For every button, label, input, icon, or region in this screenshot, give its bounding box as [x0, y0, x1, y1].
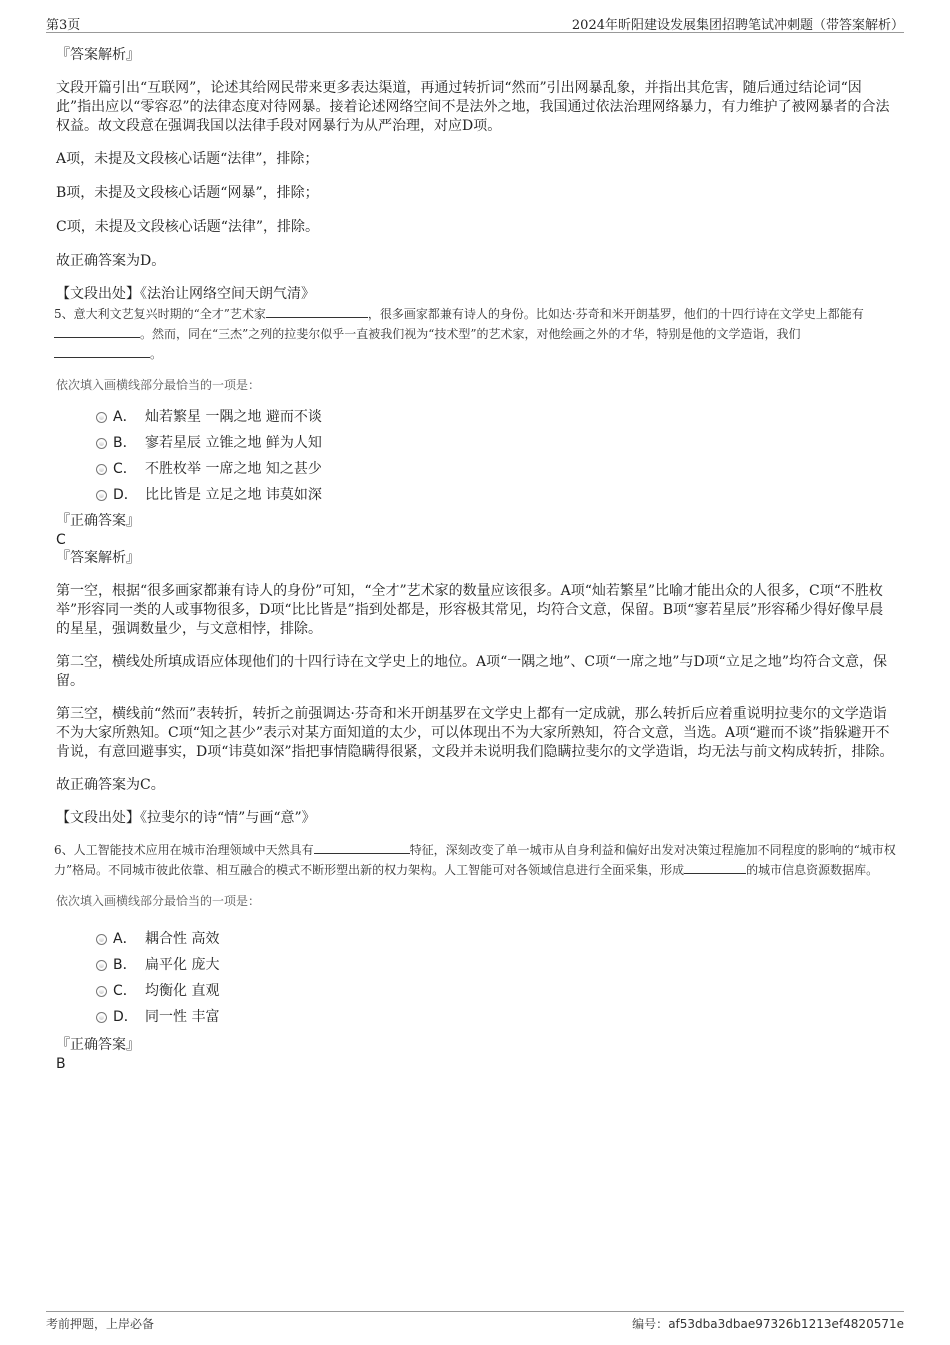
radio-icon[interactable] [96, 412, 107, 423]
q5-section [56, 304, 896, 828]
page-footer [46, 1311, 904, 1331]
q5-correct-label: 『正确答案』 [56, 513, 140, 529]
q4-analysis-para: 文段开篇引出“互联网”，论述其给网民带来更多表达渠道，再通过转折词“然而”引出网暴乱象，并指出其危害，随后通过结论词“因此”指出应以“零容忍”的法律态度对待网暴。接着论述网络空间不是法外之地，我国通过依法治理网络暴力，有力维护了被网暴者的合法权益。故文段意在强调我国以法律手段对网暴行为从严治理，对应D项。 [56, 80, 890, 134]
radio-icon[interactable] [96, 960, 107, 971]
radio-icon[interactable] [96, 1012, 107, 1023]
q6-option-c[interactable]: C． 均衡化 直观 [56, 980, 896, 1006]
q6-option-a[interactable]: A． 耦合性 高效 [56, 928, 896, 954]
document-code: 编号：af53dba3dbae97326b1213ef4820571e [632, 1317, 904, 1331]
q6-option-b[interactable]: B． 扁平化 庞大 [56, 954, 896, 980]
q5-analysis-para-3: 第三空，横线前“然而”表转折，转折之前强调达·芬奇和米开朗基罗在文学史上都有一定成就，那么转折后应着重说明拉斐尔的文学造诣不为大家所熟知。C项“知之甚少”表示对某方面知道的太少，可以体现出不为大家所熟知，符合文意，当选。A项“避而不谈”指躲避开不肯说，有意回避事实，D项“讳莫如深”指把事情隐瞒得很紧，文段并未说明我们隐瞒拉斐尔的文学造诣，均无法与前文构成转折，排除。 [56, 706, 894, 760]
q5-option-a[interactable]: A． 灿若繁星 一隅之地 避而不谈 [56, 406, 896, 432]
q5-analysis-label: 『答案解析』 [56, 550, 140, 566]
q6-option-d[interactable]: D． 同一性 丰富 [56, 1006, 896, 1032]
q6-section [56, 840, 896, 1073]
page-content [56, 46, 896, 1073]
q4-option-b-note: B项，未提及文段核心话题“网暴”，排除； [56, 185, 319, 201]
q5-options [56, 406, 896, 510]
q4-source: 【文段出处】《法治让网络空间天朗气清》 [56, 286, 315, 302]
radio-icon[interactable] [96, 490, 107, 501]
q5-question-text: 5、意大利文艺复兴时期的“全才”艺术家 ，很多画家都兼有诗人的身份。比如达·芬奇和米开朗基罗，他们的十四行诗在文学史上都能有。然而，同在“三杰”之列的拉斐尔似乎一直被我们视为“技术型”的艺术家，对他绘画之外的才华，特别是他的文学造诣，我们。 [54, 307, 864, 361]
page-header [46, 10, 904, 33]
q4-option-a-note: A项，未提及文段核心话题“法律”，排除； [56, 151, 319, 167]
q4-analysis-section [56, 46, 896, 304]
q5-option-d[interactable]: D． 比比皆是 立足之地 讳莫如深 [56, 484, 896, 510]
q5-correct-answer: C [56, 532, 66, 548]
document-title: 2024年昕阳建设发展集团招聘笔试冲刺题（带答案解析） [571, 18, 904, 33]
radio-icon[interactable] [96, 934, 107, 945]
q5-blank-3 [54, 345, 150, 358]
footer-slogan: 考前押题，上岸必备 [46, 1317, 155, 1331]
q6-correct-label: 『正确答案』 [56, 1037, 140, 1053]
radio-icon[interactable] [96, 438, 107, 449]
q5-source: 【文段出处】《拉斐尔的诗“情”与画“意”》 [56, 810, 316, 826]
q6-options [56, 928, 896, 1032]
q5-instruction: 依次填入画横线部分最恰当的一项是： [56, 378, 261, 392]
q5-option-b[interactable]: B． 寥若星辰 立锥之地 鲜为人知 [56, 432, 896, 458]
q5-blank-1 [266, 305, 368, 318]
q6-instruction: 依次填入画横线部分最恰当的一项是： [56, 894, 261, 908]
q5-option-c[interactable]: C． 不胜枚举 一席之地 知之甚少 [56, 458, 896, 484]
radio-icon[interactable] [96, 464, 107, 475]
q6-question-text: 6、人工智能技术应用在城市治理领域中天然具有 特征，深刻改变了单一城市从自身利益和偏好出发对决策过程施加不同程度的影响的“城市权力”格局。不同城市彼此依靠、相互融合的模式不断形塑出新的权力架构。人工智能可对各领域信息进行全面采集，形成 的城市信息资源数据库。 [54, 843, 896, 877]
q5-analysis-para-2: 第二空，横线处所填成语应体现他们的十四行诗在文学史上的地位。A项“一隅之地”、C项“一席之地”与D项“立足之地”均符合文意，保留。 [56, 654, 887, 689]
q6-blank-2 [684, 861, 746, 874]
q6-blank-1 [314, 841, 410, 854]
radio-icon[interactable] [96, 986, 107, 997]
q4-analysis-label: 『答案解析』 [56, 47, 140, 63]
q5-conclusion: 故正确答案为C。 [56, 777, 165, 793]
q5-blank-2 [54, 325, 140, 338]
q4-option-c-note: C项，未提及文段核心话题“法律”，排除。 [56, 219, 320, 235]
q6-correct-answer: B [56, 1056, 66, 1072]
page-number: 第3页 [46, 18, 81, 33]
q4-conclusion: 故正确答案为D。 [56, 253, 166, 269]
q5-analysis-para-1: 第一空，根据“很多画家都兼有诗人的身份”可知，“全才”艺术家的数量应该很多。A项“灿若繁星”比喻才能出众的人很多，C项“不胜枚举”形容同一类的人或事物很多，D项“比比皆是”指到处都是，形容极其常见，均符合文意，保留。B项“寥若星辰”形容稀少得好像早晨的星星，强调数量少，与文意相悖，排除。 [56, 583, 884, 637]
